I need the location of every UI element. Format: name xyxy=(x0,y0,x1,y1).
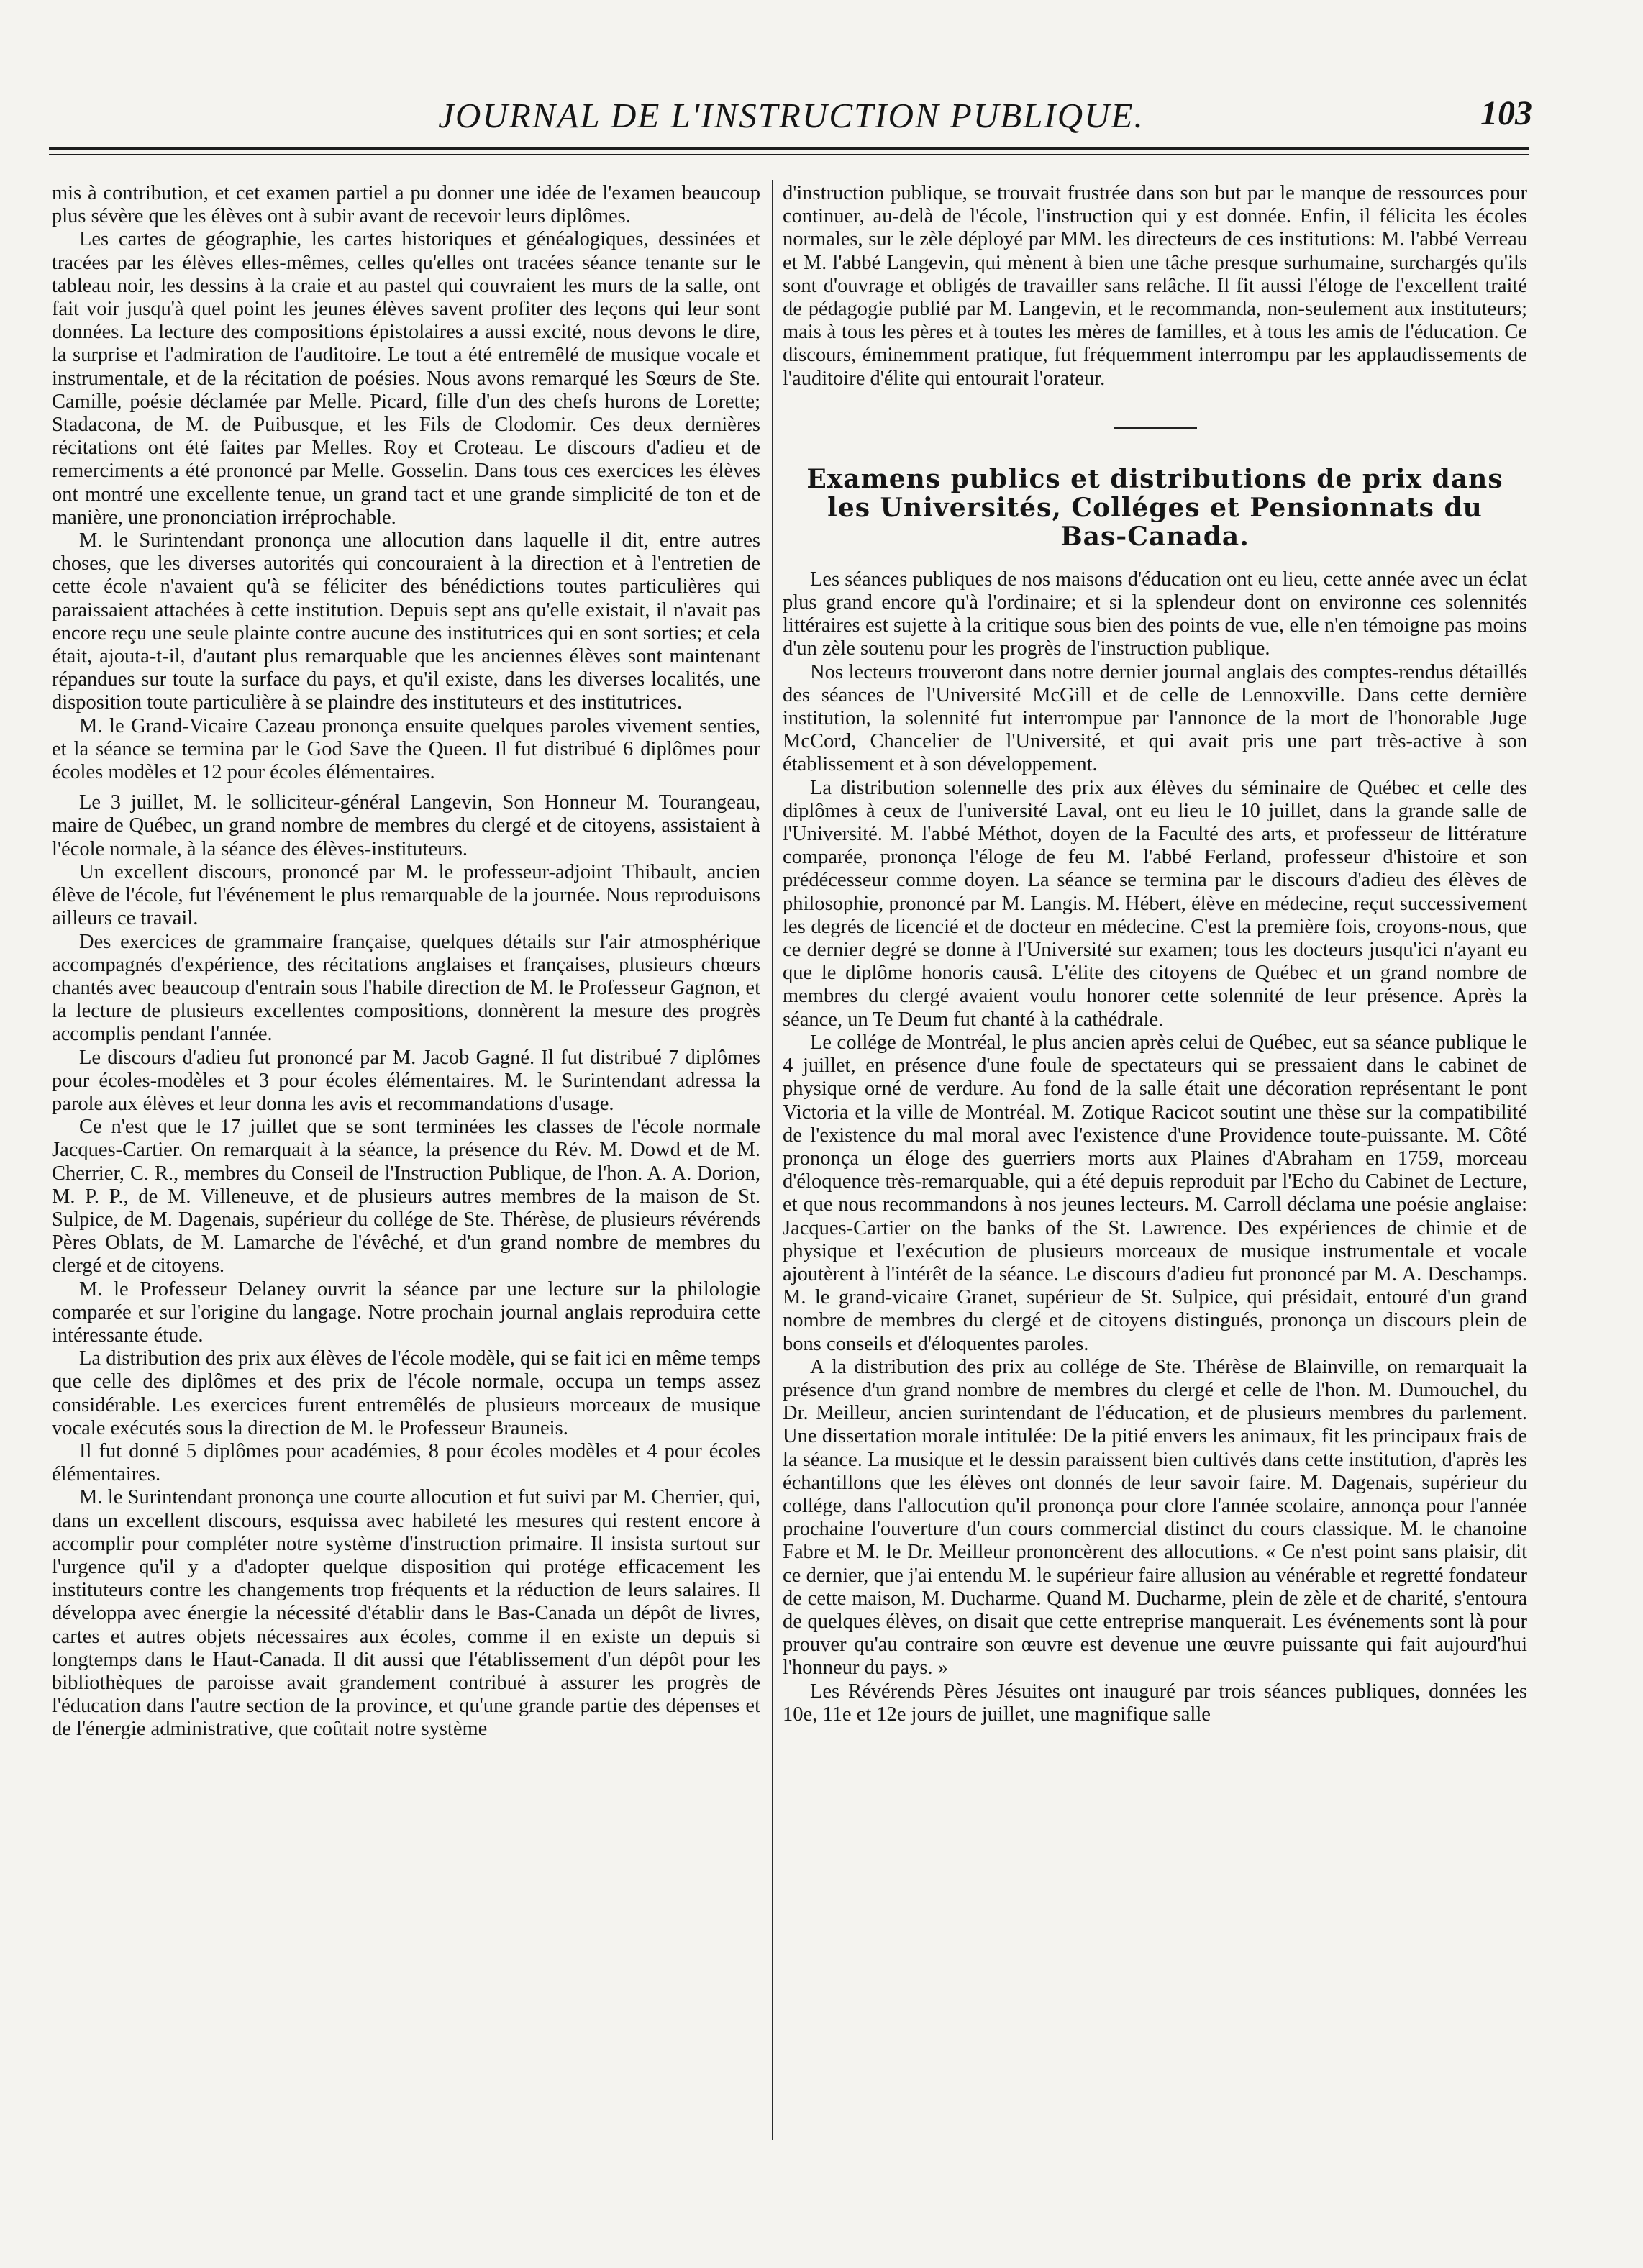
right-paragraph: Nos lecteurs trouveront dans notre dernier journal anglais des comptes-rendus détaillés des séances de l'Université McGill et de celle de Lennoxville. Dans cette dernière institution, la solennité fut interrompue par l'annonce de la mort de l'honorable Juge McCord, Chancelier de l'Université, et qui avait pris une part très-active à son établissement et à son développement. xyxy=(783,660,1527,776)
right-paragraph: A la distribution des prix au collége de Ste. Thérèse de Blainville, on remarquait la présence d'un grand nombre de membres du clergé et celle de l'hon. M. Dumouchel, du Dr. Meilleur, ancien surintendant de l'éducation, et de plusieurs membres du parlement. Une dissertation morale intitulée: De la pitié envers les animaux, fit les principaux frais de la séance. La musique et le dessin paraissent bien cultivés dans cette institution, d'après les échantillons que les élèves ont donnés de leur savoir faire. M. Dagenais, supérieur du collége, dans l'allocution qu'il prononça pour clore l'année scolaire, annonça pour l'année prochaine l'ouverture d'un cours commercial distinct du cours classique. M. le chanoine Fabre et M. le Dr. Meilleur prononcèrent des allocutions. « Ce n'est point sans plaisir, dit ce dernier, que j'ai entendu M. le supérieur faire allusion au vénérable et regretté fondateur de cette maison, M. Ducharme. Quand M. Ducharme, plein de zèle et de charité, s'entoura de quelques élèves, on disait que cette entreprise manquerait. Les événements sont là pour prouver qu'au contraire son œuvre est devenue une œuvre puissante qui fait aujourd'hui l'honneur du pays. » xyxy=(783,1355,1527,1680)
left-paragraph: M. le Grand-Vicaire Cazeau prononça ensuite quelques paroles vivement senties, et la séance se termina par le God Save the Queen. Il fut distribué 6 diplômes pour écoles modèles et 12 pour écoles élémentaires. xyxy=(52,714,760,784)
header-rule-thin xyxy=(49,154,1529,155)
left-paragraph: Le 3 juillet, M. le solliciteur-général Langevin, Son Honneur M. Tourangeau, maire de Québec, un grand nombre de membres du clergé et de citoyens, assistaient à l'école normale, à la séance des élèves-instituteurs. xyxy=(52,791,760,860)
right-intro-paragraph: d'instruction publique, se trouvait frustrée dans son but par le manque de ressources pour continuer, au-delà de l'école, l'instruction qui y est donnée. Enfin, il félicita les écoles normales, sur le zèle déployé par MM. les directeurs de ces institutions: M. l'abbé Verreau et M. l'abbé Langevin, qui mènent à bien une tâche presque surhumaine, surchargés qu'ils sont d'ouvrage et obligés de travailler sans relâche. Il fit aussi l'éloge de l'excellent traité de pédagogie publié par M. Langevin, et le recommanda, non-seulement aux instituteurs; mais à tous les pères et à toutes les mères de familles, et à tous les amis de l'éducation. Ce discours, éminemment pratique, fut fréquemment interrompu par les applaudissements de l'auditoire d'élite qui entourait l'orateur. xyxy=(783,182,1527,390)
page-number: 103 xyxy=(1480,94,1532,132)
right-paragraph: Le collége de Montréal, le plus ancien après celui de Québec, eut sa séance publique le 4 juillet, en présence d'une foule de spectateurs qui se pressaient dans le cabinet de physique orné de verdure. Au fond de la salle était une décoration représentant le pont Victoria et la ville de Montréal. M. Zotique Racicot soutint une thèse sur la compatibilité de l'existence du mal moral avec l'existence d'une Providence toute-puissante. M. Côté prononça un éloge des guerriers morts aux Plaines d'Abraham en 1759, morceau d'éloquence très-remarquable, qui a été depuis reproduit par l'Echo du Cabinet de Lecture, et que nous recommandons à nos jeunes lecteurs. M. Carroll déclama une poésie anglaise: Jacques-Cartier on the banks of the St. Lawrence. Des expériences de chimie et de physique et l'exécution de plusieurs morceaux de musique instrumentale et vocale ajoutèrent à l'intérêt de la séance. Le discours d'adieu fut prononcé par M. A. Deschamps. M. le grand-vicaire Granet, supérieur de St. Sulpice, qui présidait, entouré d'un grand nombre de membres du clergé et de citoyens distingués, prononça un discours plein de bons conseils et d'éloquentes paroles. xyxy=(783,1031,1527,1355)
right-column xyxy=(783,182,1527,2142)
left-paragraph: Les cartes de géographie, les cartes historiques et généalogiques, dessinées et tracées par les élèves elles-mêmes, celles qu'elles ont tracées séance tenante sur le tableau noir, les dessins à la craie et au pastel qui couvraient les murs de la salle, ont fait voir jusqu'à quel point les jeunes élèves savent profiter des leçons qui leur sont données. La lecture des compositions épistolaires a aussi excité, nous devons le dire, la surprise et l'admiration de l'auditoire. Le tout a été entremêlé de musique vocale et instrumentale, et de la récitation de poésies. Nous avons remarqué les Sœurs de Ste. Camille, poésie déclamée par Melle. Picard, fille d'un des chefs hurons de Lorette; Stadacona, de M. de Puibusque, et les Fils de Clodomir. Ces deux dernières récitations ont été faites par Melles. Roy et Croteau. Le discours d'adieu et de remerciments a été prononcé par Melle. Gosselin. Dans tous ces exercices les élèves ont montré une excellente tenue, un grand tact et une grande simplicité de ton et de manière, une prononciation irréprochable. xyxy=(52,228,760,529)
column-divider xyxy=(772,180,773,2140)
left-paragraph: M. le Surintendant prononça une courte allocution et fut suivi par M. Cherrier, qui, dans un excellent discours, esquissa avec habileté les mesures qui restent encore à accomplir pour compléter notre système d'instruction primaire. Il insista surtout sur l'urgence qu'il y a d'adopter quelque disposition qui protége efficacement les instituteurs contre les changements trop fréquents et la réduction de leurs salaires. Il développa avec énergie la nécessité d'établir dans le Bas-Canada un dépôt de livres, cartes et autres objets nécessaires aux écoles, comme il en existe un depuis si longtemps dans le Haut-Canada. Il dit aussi que l'établissement d'un dépôt pour les bibliothèques de paroisse avait grandement contribué à assurer les progrès de l'éducation dans l'autre section de la province, et qu'une grande partie des dépenses et de l'énergie administrative, que coûtait notre système xyxy=(52,1486,760,1741)
running-title: JOURNAL DE L'INSTRUCTION PUBLIQUE. xyxy=(438,96,1144,135)
section-separator xyxy=(1114,427,1197,429)
left-paragraph: Des exercices de grammaire française, quelques détails sur l'air atmosphérique accompagnés d'expérience, des récitations anglaises et françaises, plusieurs chœurs chantés avec beaucoup d'entrain sous l'habile direction de M. le Professeur Gagnon, et la lecture de plusieurs excellentes compositions, donnèrent la mesure des progrès accomplis pendant l'année. xyxy=(52,930,760,1046)
left-paragraph: Un excellent discours, prononcé par M. le professeur-adjoint Thibault, ancien élève de l'école, fut l'événement le plus remarquable de la journée. Nous reproduisons ailleurs ce travail. xyxy=(52,860,760,930)
left-paragraph: mis à contribution, et cet examen partiel a pu donner une idée de l'examen beaucoup plus sévère que les élèves ont à subir avant de recevoir leurs diplômes. xyxy=(52,182,760,228)
right-paragraph: Les séances publiques de nos maisons d'éducation ont eu lieu, cette année avec un éclat plus grand encore qu'à l'ordinaire; et si la splendeur dont on environne ces solennités littéraires est sujette à la critique sous bien des points de vue, elle n'en témoigne pas moins d'un zèle soutenu pour les progrès de l'instruction publique. xyxy=(783,568,1527,660)
left-paragraph: M. le Surintendant prononça une allocution dans laquelle il dit, entre autres choses, que les diverses autorités qui concouraient à la direction et à l'entretien de cette école n'avaient qu'à se féliciter des bénédictions toutes particulières qui paraissaient attachées à cette institution. Depuis sept ans qu'elle existait, il n'avait pas encore reçu une seule plainte contre aucune des institutrices qui en sont sorties; et cela était, ajouta-t-il, d'autant plus remarquable que les anciennes élèves sont maintenant répandues sur toute la surface du pays, et qu'il existe, dans les diverses localités, une disposition toute particulière à se plaindre des instituteurs et des institutrices. xyxy=(52,529,760,714)
left-paragraph: Ce n'est que le 17 juillet que se sont terminées les classes de l'école normale Jacques-Cartier. On remarquait à la séance, la présence du Rév. M. Dowd et de M. Cherrier, C. R., membres du Conseil de l'Instruction Publique, de l'hon. A. A. Dorion, M. P. P., de M. Villeneuve, et de plusieurs autres membres de la maison de St. Sulpice, de M. Dagenais, supérieur du collége de Ste. Thérèse, de plusieurs révérends Pères Oblats, de M. Lamarche de l'évêché, et d'un grand nombre de membres du clergé et de citoyens. xyxy=(52,1116,760,1278)
left-paragraph: M. le Professeur Delaney ouvrit la séance par une lecture sur la philologie comparée et sur l'origine du langage. Notre prochain journal anglais reproduira cette intéressante étude. xyxy=(52,1278,760,1347)
left-paragraph: Il fut donné 5 diplômes pour académies, 8 pour écoles modèles et 4 pour écoles élémentaires. xyxy=(52,1439,760,1486)
header-rule-thick xyxy=(49,147,1529,150)
section-heading: Examens publics et distributions de prix dans les Universités, Colléges et Pensionnats du Bas-Canada. xyxy=(806,463,1503,552)
left-paragraph: La distribution des prix aux élèves de l'école modèle, qui se fait ici en même temps que celle des diplômes et des prix de l'école normale, occupa un temps assez considérable. Les exercices furent entremêlés de plusieurs morceaux de musique vocale exécutés sous la direction de M. le Professeur Brauneis. xyxy=(52,1347,760,1439)
right-paragraph: La distribution solennelle des prix aux élèves du séminaire de Québec et celle des diplômes à ceux de l'université Laval, ont eu lieu le 10 juillet, dans la grande salle de l'Université. M. l'abbé Méthot, doyen de la Faculté des arts, et professeur de littérature comparée, prononça l'éloge de feu M. l'abbé Ferland, professeur d'histoire et son prédécesseur comme doyen. La séance se termina par le discours d'adieu des élèves de philosophie, prononcé par M. Langis. M. Hébert, élève en médecine, reçut successivement les degrés de licencié et de docteur en médecine. C'est la première fois, croyons-nous, que ce dernier degré se donne à l'Université sur examen; tous les docteurs jusqu'ici n'ayant eu que le diplôme honoris causâ. L'élite des citoyens de Québec et un grand nombre de membres du clergé avaient voulu honorer cette solennité de leur présence. Après la séance, un Te Deum fut chanté à la cathédrale. xyxy=(783,776,1527,1031)
left-column xyxy=(52,182,760,2142)
left-paragraph: Le discours d'adieu fut prononcé par M. Jacob Gagné. Il fut distribué 7 diplômes pour écoles-modèles et 3 pour écoles élémentaires. M. le Surintendant adressa la parole aux élèves et leur donna les avis et recommandations d'usage. xyxy=(52,1046,760,1115)
right-paragraph: Les Révérends Pères Jésuites ont inauguré par trois séances publiques, données les 10e, 11e et 12e jours de juillet, une magnifique salle xyxy=(783,1680,1527,1726)
